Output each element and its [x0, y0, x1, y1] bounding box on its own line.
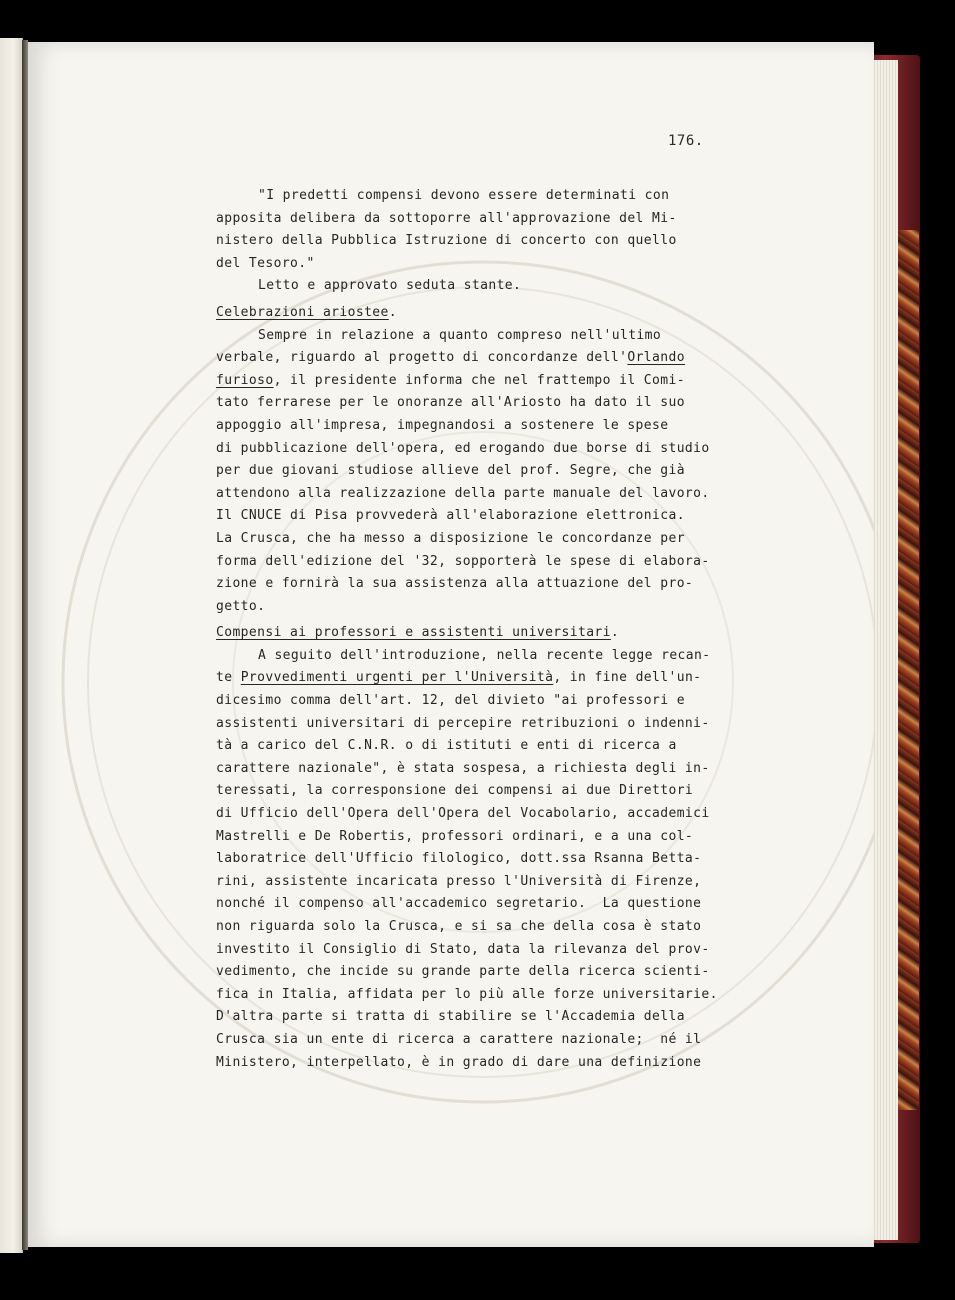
text-line: teressati, la corresponsione dei compensi ai due Direttori: [216, 783, 694, 799]
text-line: fica in Italia, affidata per lo più alle forze universitarie.: [216, 986, 718, 1002]
text-line: laboratrice dell'Ufficio filologico, dott.ssa Rsanna Betta-: [216, 851, 702, 867]
page-number: 176.: [668, 133, 704, 149]
text-line: getto.: [216, 598, 266, 614]
text-line: La Crusca, che ha messo a disposizione le concordanze per: [216, 530, 685, 546]
body-text: [216, 185, 776, 1074]
text-line: del Tesoro.": [216, 255, 315, 271]
text-line: di Ufficio dell'Opera dell'Opera del Vocabolario, accademici: [216, 806, 710, 822]
page-edges: [872, 60, 898, 1240]
text-line: furioso, il presidente informa che nel frattempo il Comi-: [216, 372, 685, 388]
text-line: Il CNUCE di Pisa provvederà all'elaborazione elettronica.: [216, 508, 685, 524]
text-line: attendono alla realizzazione della parte manuale del lavoro.: [216, 485, 710, 501]
text-line: tà a carico del C.N.R. o di istituti e enti di ricerca a: [216, 738, 677, 754]
text-line: per due giovani studiose allieve del prof. Segre, che già: [216, 463, 685, 479]
text-line: rini, assistente incaricata presso l'Università di Firenze,: [216, 873, 702, 889]
text-line: D'altra parte si tratta di stabilire se l'Accademia della: [216, 1009, 685, 1025]
document-page: [28, 42, 874, 1247]
text-line: non riguarda solo la Crusca, e si sa che della cosa è stato: [216, 919, 702, 934]
section-heading-compensi: Compensi ai professori e assistenti universitari.: [216, 625, 620, 641]
marbled-endpaper: [895, 230, 919, 1110]
text-line: Crusca sia un ente di ricerca a carattere nazionale; né il: [216, 1031, 702, 1047]
text-line: Sempre in relazione a quanto compreso nell'ultimo: [258, 327, 662, 343]
text-line: dicesimo comma dell'art. 12, del divieto "ai professori e: [216, 693, 685, 709]
text-line: tato ferrarese per le onoranze all'Ariosto ha dato il suo: [216, 395, 685, 411]
text-line: te Provvedimenti urgenti per l'Università, in fine dell'un-: [216, 670, 702, 686]
text-line: forma dell'edizione del '32, sopporterà le spese di elabora-: [216, 553, 710, 569]
text-line: investito il Consiglio di Stato, data la rilevanza del prov-: [216, 941, 710, 957]
text-line: "I predetti compensi devono essere determinati con: [258, 188, 670, 203]
text-line: nistero della Pubblica Istruzione di concerto con quello: [216, 233, 677, 249]
text-line: zione e fornirà la sua assistenza alla attuazione del pro-: [216, 576, 694, 592]
text-line: di pubblicazione dell'opera, ed erogando due borse di studio: [216, 440, 710, 456]
section-heading-celebrazioni: Celebrazioni ariostee.: [216, 304, 397, 320]
text-line: verbale, riguardo al progetto di concordanze dell'Orlando: [216, 350, 685, 366]
text-line: Ministero, interpellato, è in grado di dare una definizione: [216, 1054, 702, 1070]
text-line: Mastrelli e De Robertis, professori ordinari, e a una col-: [216, 828, 694, 844]
text-line: Letto e approvato seduta stante.: [258, 278, 522, 294]
text-line: vedimento, che incide su grande parte della ricerca scienti-: [216, 964, 710, 980]
text-line: A seguito dell'introduzione, nella recente legge recan-: [258, 647, 711, 663]
text-line: carattere nazionale", è stata sospesa, a richiesta degli in-: [216, 760, 710, 776]
text-line: apposita delibera da sottoporre all'approvazione del Mi-: [216, 210, 677, 226]
left-page-edge: [0, 38, 23, 1253]
text-line: appoggio all'impresa, impegnandosi a sostenere le spese: [216, 417, 669, 433]
text-line: nonché il compenso all'accademico segretario. La questione: [216, 896, 702, 912]
text-line: assistenti universitari di percepire retribuzioni o indenni-: [216, 715, 710, 731]
